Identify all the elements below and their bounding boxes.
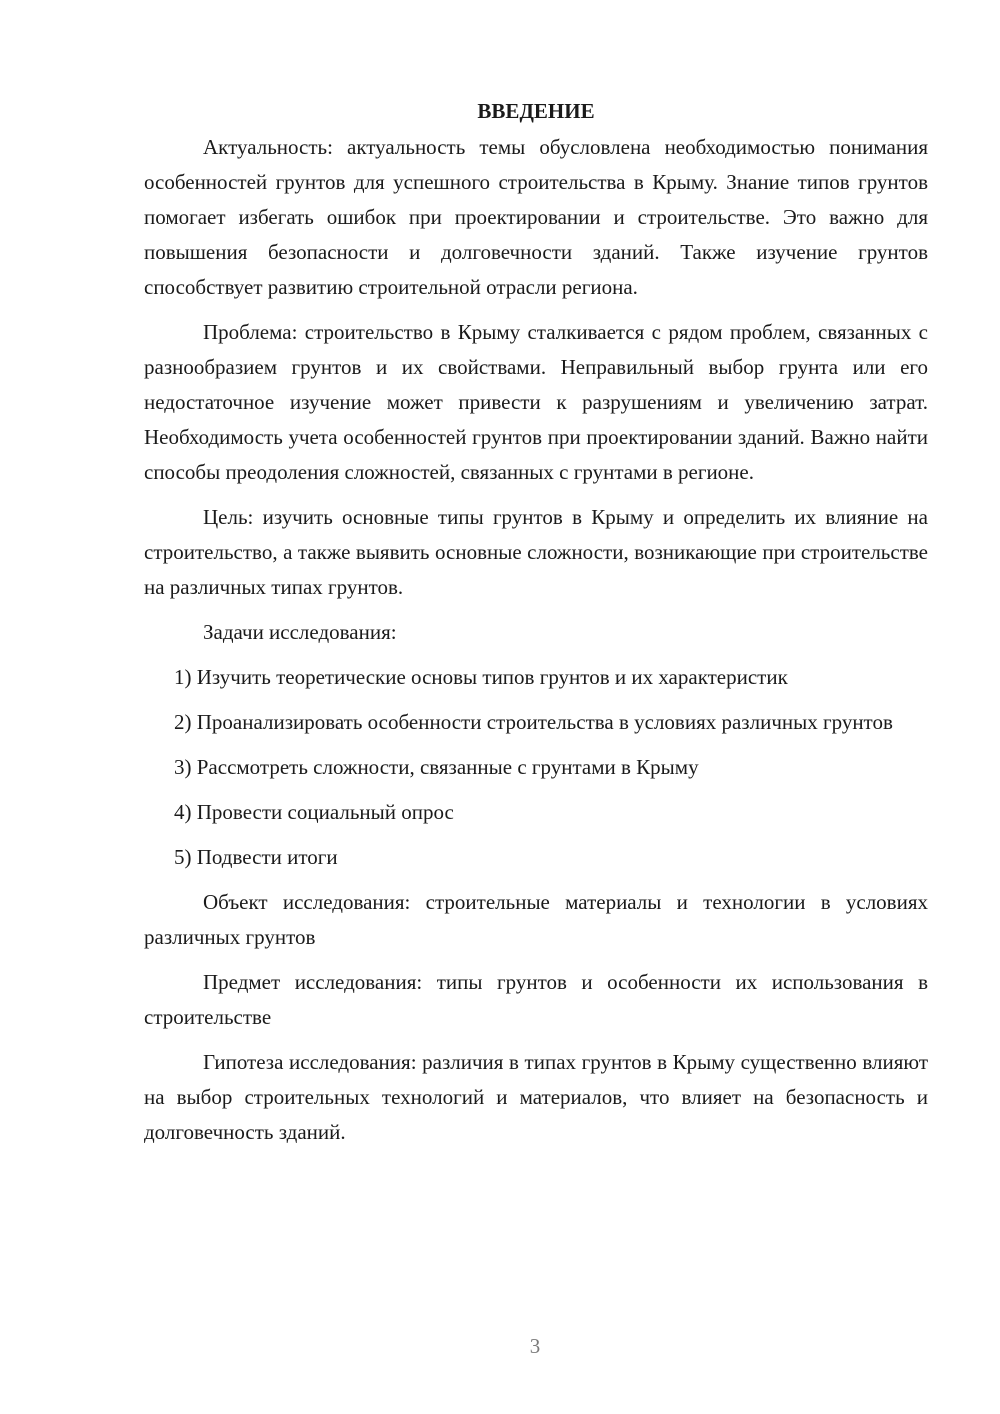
page-title: ВВЕДЕНИЕ — [477, 99, 595, 123]
goal-paragraph: Цель: изучить основные типы грунтов в Крыму и определить их влияние на строительство, а также выявить основные сложности, возникающие при строительстве на различных типах грунтов. — [144, 505, 928, 599]
task-item: 2) Проанализировать особенности строительства в условиях различных грунтов — [174, 710, 893, 734]
problem-paragraph: Проблема: строительство в Крыму сталкивается с рядом проблем, связанных с разнообразием грунтов и их свойствами. Неправильный выбор грунта или его недостаточное изучение может привести к разрушениям и увеличению затрат. Необходимость учета особенностей грунтов при проектировании зданий. Важно найти способы преодоления сложностей, связанных с грунтами в регионе. — [144, 320, 928, 484]
task-item: 3) Рассмотреть сложности, связанные с грунтами в Крыму — [174, 755, 699, 779]
tasks-heading: Задачи исследования: — [203, 620, 397, 644]
task-item: 5) Подвести итоги — [174, 845, 338, 869]
subject-paragraph: Предмет исследования: типы грунтов и особенности их использования в строительстве — [144, 970, 928, 1029]
relevance-paragraph: Актуальность: актуальность темы обусловлена необходимостью понимания особенностей грунтов для успешного строительства в Крыму. Знание типов грунтов помогает избегать ошибок при проектировании и строительстве. Это важно для повышения безопасности и долговечности зданий. Также изучение грунтов способствует развитию строительной отрасли региона. — [144, 135, 928, 299]
task-item: 1) Изучить теоретические основы типов грунтов и их характеристик — [174, 665, 788, 689]
hypothesis-paragraph: Гипотеза исследования: различия в типах грунтов в Крыму существенно влияют на выбор строительных технологий и материалов, что влияет на безопасность и долговечность зданий. — [144, 1050, 928, 1144]
object-paragraph: Объект исследования: строительные материалы и технологии в условиях различных грунтов — [144, 890, 928, 949]
page-number: 3 — [529, 1334, 541, 1358]
task-item: 4) Провести социальный опрос — [174, 800, 454, 824]
document-body — [144, 94, 928, 1160]
